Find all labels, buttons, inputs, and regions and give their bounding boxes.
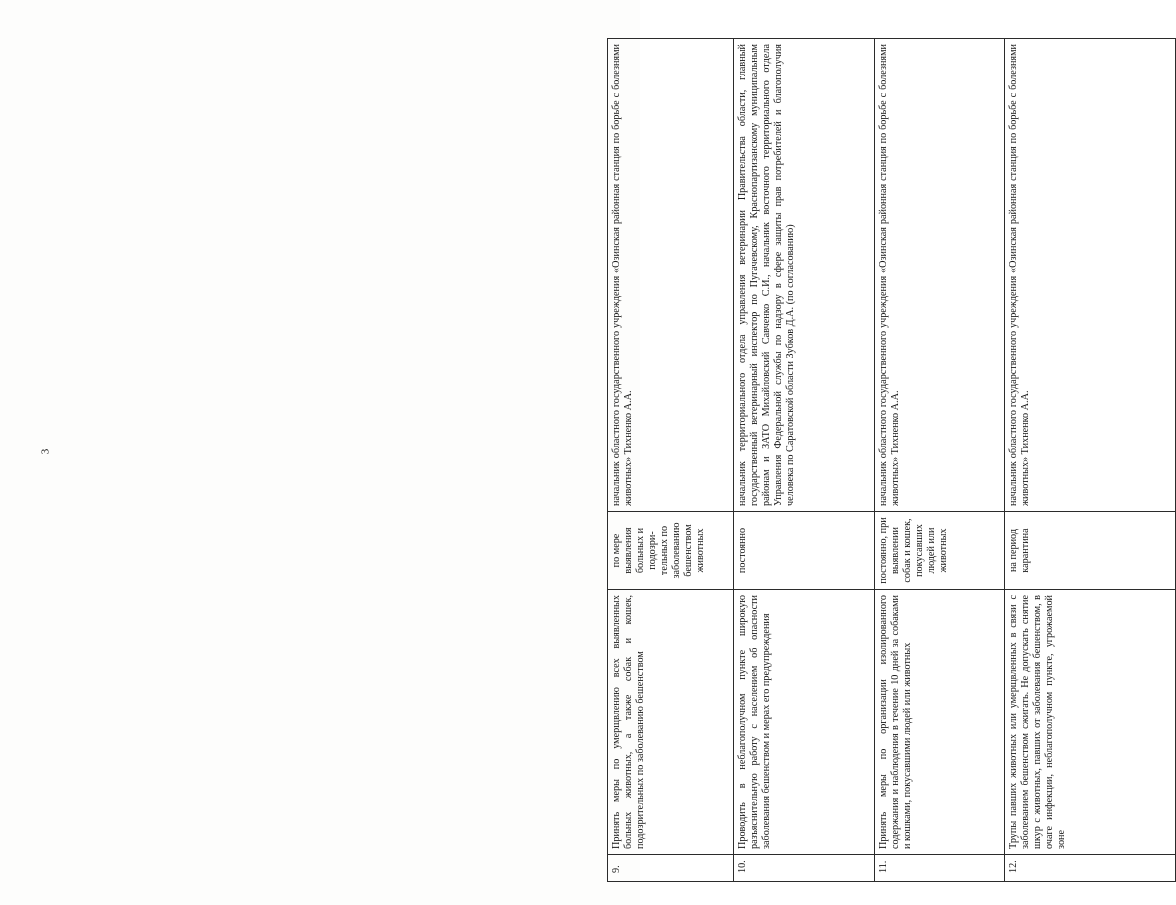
measure-cell: Трупы павших животных или умерщвленных в связи с заболеванием бешенством сжигать. Не допускать снятие шкур с животных, павших от заболевания бешенством, в очаге инфекции, неблагополучном пункте, угрожаемой зоне [1005,590,1176,855]
page-number: 3 [39,448,52,455]
rotated-table-wrapper [607,39,1175,882]
row-number: 10. [734,855,875,882]
table-row [608,39,734,882]
row-number: 11. [875,855,1005,882]
row-number: 9. [608,855,734,882]
deadline-cell: на период карантина [1005,512,1176,590]
measure-cell: Принять меры по организации изолированного содержания и наблюдения в течение 10 дней за собаками и кошками, покусавшими людей или животных [875,590,1005,855]
measure-cell: Принять меры по умерщвлению всех выявленных больных животных, а также собак и кошек, подозрительных по заболеванию бешенством [608,590,734,855]
row-number: 12. [1005,855,1176,882]
table-row [734,39,875,882]
responsible-cell: начальник территориального отдела управления ветеринарии Правительства области, главный государственный ветеринарный инспектор по Пугачевскому, Краснопартизанскому муниципальным районам и ЗАТО Михайловский Савченко С.И., начальник восточного территориального отдела Управления Федеральной службы по надзору в сфере защиты прав потребителей и благополучия человека по Саратовской области Зубков Д.А. (по согласованию) [734,39,875,512]
deadline-cell: постоянно [734,512,875,590]
deadline-cell: постоянно, при выявлении собак и кошек, покусавших людей или животных [875,512,1005,590]
measures-table [607,38,1176,882]
responsible-cell: начальник областного государственного учреждения «Озинская районная станция по борьбе с болезнями животных» Тихненко А.А. [875,39,1005,512]
responsible-cell: начальник областного государственного учреждения «Озинская районная станция по борьбе с болезнями животных» Тихненко А.А. [608,39,734,512]
table-row [875,39,1005,882]
measure-cell: Проводить в неблагополучном пункте широкую разъяснительную работу с населением об опасности заболевания бешенством и мерах его предупреждения [734,590,875,855]
deadline-cell: по мере выявления больных и подозри-тельных по заболеванию бешенством животных [608,512,734,590]
table-row [1005,39,1176,882]
responsible-cell: начальник областного государственного учреждения «Озинская районная станция по борьбе с болезнями животных» Тихненко А.А. [1005,39,1176,512]
